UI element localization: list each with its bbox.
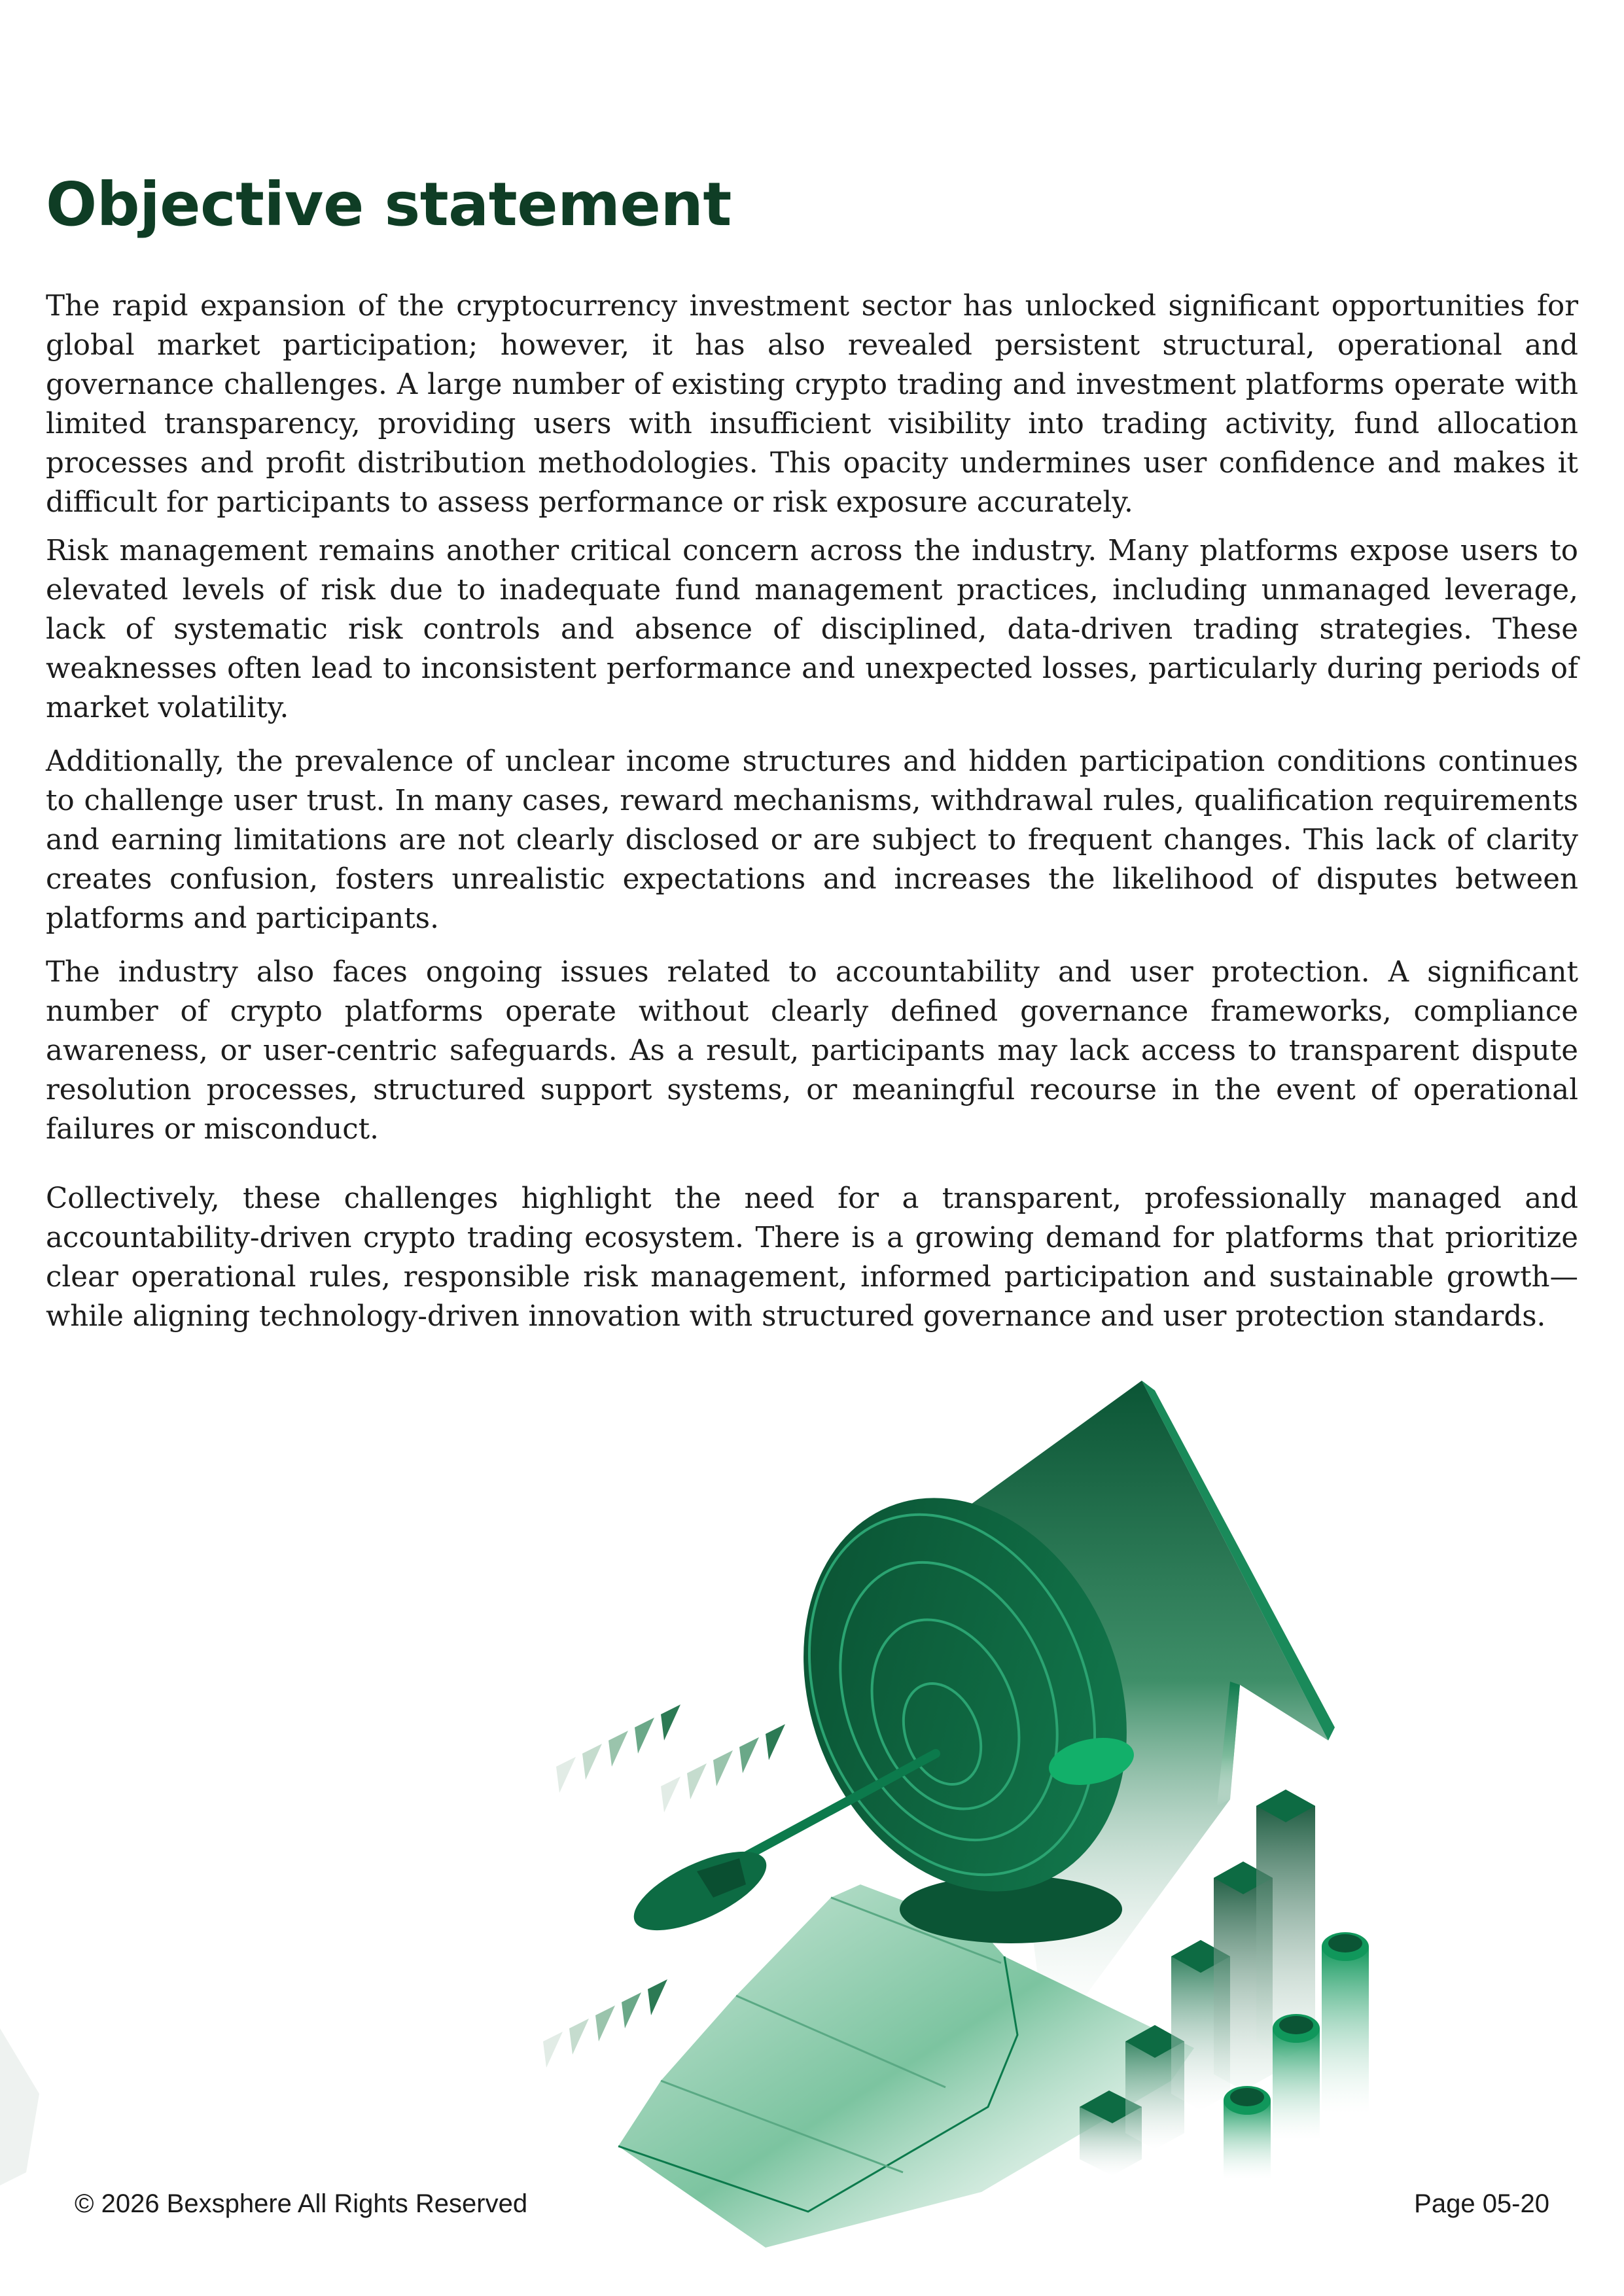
body-text [46,287,1578,1336]
paragraph-transparency: The rapid expansion of the cryptocurrency investment sector has unlocked significant opportunities for global market participation; however, it has also revealed persistent structural, operational and governance challenges. A large number of existing crypto trading and investment platforms operate with limited transparency, providing users with insufficient visibility into trading activity, fund allocation processes and profit distribution methodologies. This opacity undermines user confidence and makes it difficult for participants to assess performance or risk exposure accurately. [46,290,1578,519]
footer-copyright: © 2026 Bexsphere All Rights Reserved [75,2189,528,2218]
footer-page-number: Page 05-20 [1414,2189,1549,2218]
paragraph-accountability: The industry also faces ongoing issues related to accountability and user protection. A significant number of crypto platforms operate without clearly defined governance frameworks, compliance awareness, or user-centric safeguards. As a result, participants may lack access to transparent dispute resolution processes, structured support systems, or meaningful recourse in the event of operational failures or misconduct. [46,956,1578,1146]
paragraph-conclusion: Collectively, these challenges highlight the need for a transparent, professionally managed and accountability-driven crypto trading ecosystem. There is a growing demand for platforms that prioritize clear operational rules, responsible risk management, informed participation and sustainable growth—while aligning technology-driven innovation with structured governance and user protection standards. [46,1182,1578,1333]
paragraph-risk-management: Risk management remains another critical concern across the industry. Many platforms expose users to elevated levels of risk due to inadequate fund management practices, including unmanaged leverage, lack of systematic risk controls and absence of disciplined, data-driven trading strategies. These weaknesses often lead to inconsistent performance and unexpected losses, particularly during periods of market volatility. [46,535,1578,724]
paragraph-income-structures: Additionally, the prevalence of unclear income structures and hidden participation conditions continues to challenge user trust. In many cases, reward mechanisms, withdrawal rules, qualification requirements and earning limitations are not clearly disclosed or are subject to frequent changes. This lack of clarity creates confusion, fosters unrealistic expectations and increases the likelihood of disputes between platforms and participants. [46,745,1578,935]
page-title: Objective statement [46,169,732,239]
growth-target-arrow-illustration [0,1361,1624,2296]
